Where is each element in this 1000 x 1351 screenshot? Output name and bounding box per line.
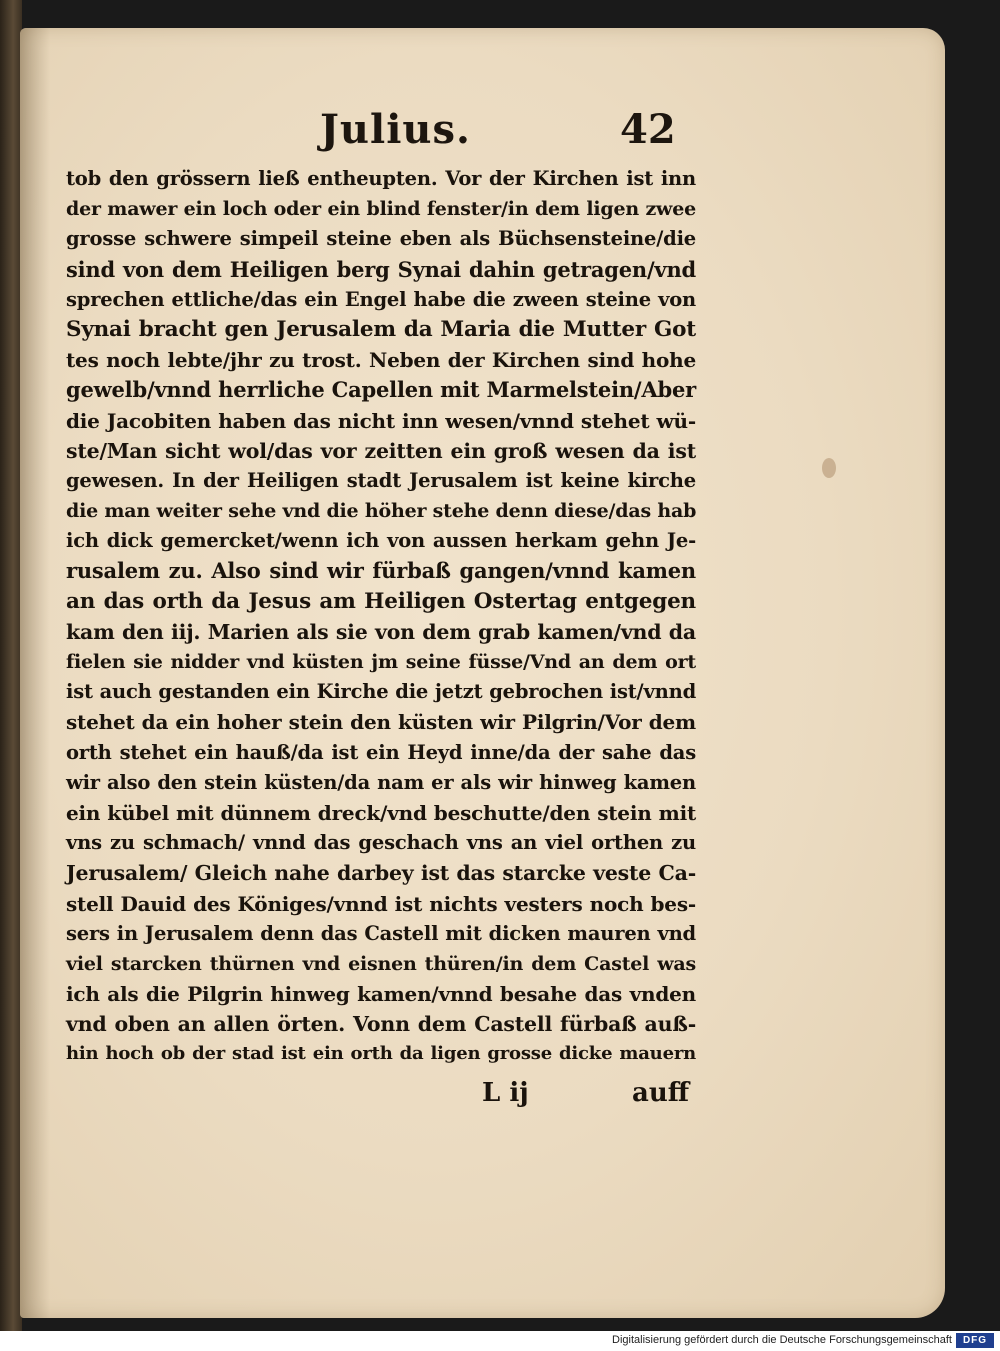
- text-line: orth stehet ein hauß/da ist ein Heyd inne/da der sahe das: [66, 740, 696, 764]
- text-line: der mawer ein loch oder ein blind fenster/in dem ligen zwee: [66, 198, 696, 221]
- dfg-logo: DFG: [956, 1333, 994, 1348]
- text-line: vnd oben an allen örten. Vonn dem Castell fürbaß auß-: [66, 1012, 696, 1037]
- text-line: wir also den stein küsten/da nam er als wir hinweg kamen: [66, 770, 696, 794]
- text-line: hin hoch ob der stad ist ein orth da ligen grosse dicke mauern: [66, 1043, 696, 1065]
- text-line: viel starcken thürnen vnd eisnen thüren/in dem Castel was: [66, 952, 696, 975]
- page-number: 42: [620, 106, 676, 153]
- text-line: ich als die Pilgrin hinweg kamen/vnnd besahe das vnden: [66, 982, 696, 1007]
- funding-credit: Digitalisierung gefördert durch die Deutsche Forschungsgemeinschaft: [612, 1334, 952, 1346]
- text-line: stell Dauid des Königes/vnnd ist nichts vesters noch bes-: [66, 891, 696, 916]
- book-edge: [0, 0, 22, 1331]
- text-line: ist auch gestanden ein Kirche die jetzt gebrochen ist/vnnd: [66, 680, 696, 704]
- text-line: rusalem zu. Also sind wir fürbaß gangen/vnnd kamen: [66, 558, 696, 584]
- text-line: sers in Jerusalem denn das Castell mit dicken mauren vnd: [66, 921, 696, 945]
- footer-bar: [0, 1331, 1000, 1351]
- text-line: Jerusalem/ Gleich nahe darbey ist das starcke veste Ca-: [66, 861, 696, 886]
- page-foot: [20, 1078, 945, 1118]
- text-line: tes noch lebte/jhr zu trost. Neben der Kirchen sind hohe: [66, 348, 696, 373]
- catchword: auff: [632, 1078, 690, 1108]
- page-header: [20, 106, 945, 156]
- text-line: grosse schwere simpeil steine eben als Büchsensteine/die: [66, 227, 696, 251]
- text-line: tob den grössern ließ entheupten. Vor der Kirchen ist inn: [66, 167, 696, 190]
- text-line: stehet da ein hoher stein den küsten wir Pilgrin/Vor dem: [66, 710, 696, 735]
- text-line: ein kübel mit dünnem dreck/vnd beschutte/den stein mit: [66, 800, 696, 825]
- text-line: an das orth da Jesus am Heiligen Ostertag entgegen: [66, 588, 696, 614]
- text-line: sprechen ettliche/das ein Engel habe die zween steine von: [66, 287, 696, 311]
- text-line: die Jacobiten haben das nicht inn wesen/vnnd stehet wü-: [66, 408, 696, 433]
- text-line: die man weiter sehe vnd die höher stehe denn diese/das hab: [66, 500, 697, 523]
- text-line: fielen sie nidder vnd küsten jm seine füsse/Vnd an dem ort: [66, 651, 696, 673]
- text-line: ste/Man sicht wol/das vor zeitten ein groß wesen da ist: [66, 438, 696, 463]
- text-line: sind von dem Heiligen berg Synai dahin getragen/vnd: [66, 256, 696, 282]
- text-line: ich dick gemercket/wenn ich von aussen herkam gehn Je-: [66, 529, 696, 553]
- text-line: Synai bracht gen Jerusalem da Maria die Mutter Got: [66, 316, 696, 342]
- body-text: [66, 164, 696, 1070]
- book-page: [20, 28, 945, 1318]
- text-line: kam den iij. Marien als sie von dem grab kamen/vnd da: [66, 619, 696, 644]
- signature-mark: L ij: [482, 1078, 529, 1108]
- running-head: Julius.: [320, 106, 471, 153]
- text-line: vns zu schmach/ vnnd das geschach vns an viel orthen zu: [66, 831, 696, 855]
- text-line: gewesen. In der Heiligen stadt Jerusalem ist keine kirche: [66, 468, 696, 492]
- paper-stain: [822, 458, 836, 478]
- text-line: gewelb/vnnd herrliche Capellen mit Marmelstein/Aber: [66, 377, 696, 403]
